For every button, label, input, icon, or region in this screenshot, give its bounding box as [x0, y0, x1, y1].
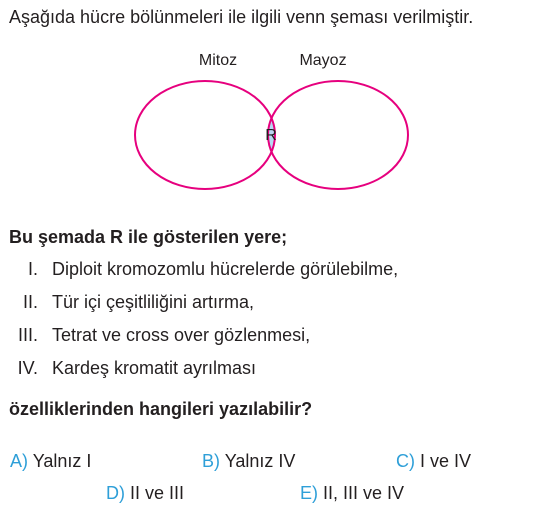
mitoz-circle [135, 81, 275, 189]
option-text: II, III ve IV [323, 483, 405, 503]
answer-option-c[interactable] [396, 450, 471, 472]
venn-diagram [0, 0, 534, 215]
option-letter: D) [106, 483, 125, 503]
mitoz-label: Mitoz [198, 52, 238, 69]
statement-text: Kardeş kromatit ayrılması [52, 358, 257, 378]
option-text: I ve IV [420, 451, 472, 471]
question-closing: özelliklerinden hangileri yazılabilir? [9, 399, 313, 419]
answer-option-d[interactable] [106, 482, 184, 504]
statement-number: II. [22, 292, 38, 312]
option-letter: C) [396, 451, 415, 471]
answer-option-b[interactable] [202, 450, 295, 472]
option-letter: E) [300, 483, 318, 503]
statement-number: III. [17, 325, 38, 345]
option-text: Yalnız I [32, 451, 92, 471]
question-stem: Bu şemada R ile gösterilen yere; [9, 227, 288, 247]
mayoz-circle [268, 81, 408, 189]
answer-option-e[interactable] [300, 482, 404, 504]
option-letter: B) [202, 451, 220, 471]
statement-text: Tür içi çeşitliliğini artırma, [52, 292, 255, 312]
intro-text: Aşağıda hücre bölünmeleri ile ilgili venn şeması verilmiştir. [9, 7, 474, 27]
statement-text: Tetrat ve cross over gözlenmesi, [52, 325, 311, 345]
region-r-label: R [265, 127, 277, 144]
option-text: Yalnız IV [224, 451, 296, 471]
statement-number: IV. [17, 358, 38, 378]
answer-option-a[interactable] [10, 450, 91, 472]
mayoz-label: Mayoz [299, 52, 347, 69]
option-text: II ve III [130, 483, 185, 503]
option-letter: A) [10, 451, 28, 471]
statement-text: Diploit kromozomlu hücrelerde görülebilme, [52, 259, 399, 279]
statement-number: I. [27, 259, 38, 279]
